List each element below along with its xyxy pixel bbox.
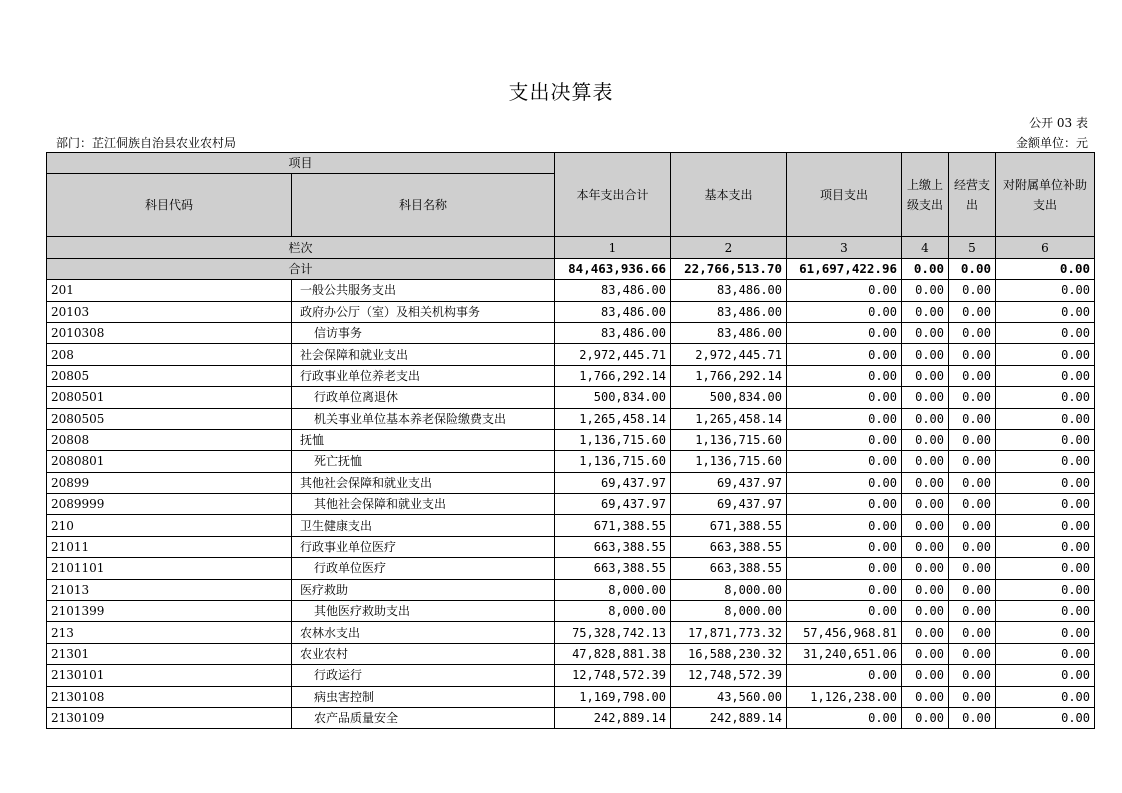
table-row: [47, 579, 1095, 600]
total-header: 本年支出合计: [555, 153, 671, 237]
business-cell: 0.00: [949, 472, 996, 493]
name-cell: 死亡抚恤: [292, 451, 555, 472]
project-cell: 0.00: [787, 451, 902, 472]
code-cell: 21013: [47, 579, 292, 600]
business-cell: 0.00: [949, 601, 996, 622]
basic-cell: 1,136,715.60: [671, 451, 787, 472]
project-cell: 0.00: [787, 429, 902, 450]
upper-cell: 0.00: [902, 601, 949, 622]
subsidy-cell: 0.00: [996, 558, 1095, 579]
upper-cell: 0.00: [902, 322, 949, 343]
code-cell: 21301: [47, 643, 292, 664]
basic-cell: 12,748,572.39: [671, 665, 787, 686]
name-cell: 信访事务: [292, 322, 555, 343]
name-cell: 农林水支出: [292, 622, 555, 643]
code-cell: 2130101: [47, 665, 292, 686]
table-row: [47, 280, 1095, 301]
column-number: 1: [555, 237, 671, 258]
column-number: 6: [996, 237, 1095, 258]
subsidy-cell: 0.00: [996, 387, 1095, 408]
project-cell: 0.00: [787, 558, 902, 579]
sum-project: 61,697,422.96: [787, 258, 902, 279]
subsidy-cell: 0.00: [996, 579, 1095, 600]
business-cell: 0.00: [949, 387, 996, 408]
form-number: 公开 03 表: [1029, 116, 1088, 130]
business-cell: 0.00: [949, 322, 996, 343]
name-cell: 行政单位医疗: [292, 558, 555, 579]
code-header: 科目代码: [47, 174, 292, 237]
business-cell: 0.00: [949, 429, 996, 450]
subsidy-cell: 0.00: [996, 322, 1095, 343]
basic-cell: 69,437.97: [671, 494, 787, 515]
upper-cell: 0.00: [902, 536, 949, 557]
total-cell: 83,486.00: [555, 322, 671, 343]
project-cell: 0.00: [787, 665, 902, 686]
business-cell: 0.00: [949, 686, 996, 707]
code-cell: 2130109: [47, 707, 292, 728]
project-header: 项目: [47, 153, 555, 174]
total-cell: 8,000.00: [555, 579, 671, 600]
code-cell: 213: [47, 622, 292, 643]
table-row: [47, 451, 1095, 472]
business-cell: 0.00: [949, 643, 996, 664]
name-cell: 其他社会保障和就业支出: [292, 472, 555, 493]
subsidy-cell: 0.00: [996, 515, 1095, 536]
name-cell: 行政事业单位医疗: [292, 536, 555, 557]
subsidy-cell: 0.00: [996, 494, 1095, 515]
total-cell: 2,972,445.71: [555, 344, 671, 365]
business-cell: 0.00: [949, 365, 996, 386]
business-cell: 0.00: [949, 280, 996, 301]
subsidy-cell: 0.00: [996, 536, 1095, 557]
code-cell: 2080801: [47, 451, 292, 472]
subsidy-cell: 0.00: [996, 601, 1095, 622]
code-cell: 20805: [47, 365, 292, 386]
subsidy-cell: 0.00: [996, 472, 1095, 493]
code-cell: 2080501: [47, 387, 292, 408]
name-cell: 农产品质量安全: [292, 707, 555, 728]
basic-cell: 242,889.14: [671, 707, 787, 728]
business-cell: 0.00: [949, 451, 996, 472]
project-cell: 0.00: [787, 408, 902, 429]
column-number: 3: [787, 237, 902, 258]
subsidy-cell: 0.00: [996, 643, 1095, 664]
basic-cell: 16,588,230.32: [671, 643, 787, 664]
table-row: [47, 344, 1095, 365]
code-cell: 2101101: [47, 558, 292, 579]
table-row: [47, 536, 1095, 557]
basic-cell: 663,388.55: [671, 536, 787, 557]
project-cell: 0.00: [787, 387, 902, 408]
name-cell: 农业农村: [292, 643, 555, 664]
name-cell: 其他社会保障和就业支出: [292, 494, 555, 515]
sum-upper: 0.00: [902, 258, 949, 279]
table-row: [47, 472, 1095, 493]
business-cell: 0.00: [949, 622, 996, 643]
basic-cell: 17,871,773.32: [671, 622, 787, 643]
business-cell: 0.00: [949, 515, 996, 536]
subsidy-cell: 0.00: [996, 707, 1095, 728]
name-header: 科目名称: [292, 174, 555, 237]
table-row: [47, 515, 1095, 536]
total-cell: 500,834.00: [555, 387, 671, 408]
basic-cell: 8,000.00: [671, 579, 787, 600]
subsidy-cell: 0.00: [996, 429, 1095, 450]
basic-cell: 83,486.00: [671, 301, 787, 322]
name-cell: 行政运行: [292, 665, 555, 686]
subsidy-cell: 0.00: [996, 665, 1095, 686]
project-expense-header: 项目支出: [787, 153, 902, 237]
sum-basic: 22,766,513.70: [671, 258, 787, 279]
code-cell: 20103: [47, 301, 292, 322]
sum-total: 84,463,936.66: [555, 258, 671, 279]
total-cell: 671,388.55: [555, 515, 671, 536]
business-cell: 0.00: [949, 558, 996, 579]
total-cell: 47,828,881.38: [555, 643, 671, 664]
upper-cell: 0.00: [902, 494, 949, 515]
subsidy-cell: 0.00: [996, 280, 1095, 301]
table-row: [47, 301, 1095, 322]
business-cell: 0.00: [949, 707, 996, 728]
upper-cell: 0.00: [902, 408, 949, 429]
business-header: 经营支出: [949, 153, 996, 237]
upper-cell: 0.00: [902, 387, 949, 408]
code-cell: 201: [47, 280, 292, 301]
table-row: [47, 558, 1095, 579]
project-cell: 0.00: [787, 322, 902, 343]
code-cell: 210: [47, 515, 292, 536]
subsidy-cell: 0.00: [996, 365, 1095, 386]
total-cell: 1,265,458.14: [555, 408, 671, 429]
business-cell: 0.00: [949, 665, 996, 686]
upper-cell: 0.00: [902, 280, 949, 301]
column-number: 4: [902, 237, 949, 258]
business-cell: 0.00: [949, 536, 996, 557]
business-cell: 0.00: [949, 344, 996, 365]
total-cell: 1,766,292.14: [555, 365, 671, 386]
table-row: [47, 322, 1095, 343]
sum-row: [47, 258, 1095, 279]
project-cell: 1,126,238.00: [787, 686, 902, 707]
name-cell: 行政单位离退休: [292, 387, 555, 408]
total-cell: 12,748,572.39: [555, 665, 671, 686]
upper-cell: 0.00: [902, 451, 949, 472]
project-cell: 0.00: [787, 601, 902, 622]
upper-cell: 0.00: [902, 707, 949, 728]
basic-cell: 1,766,292.14: [671, 365, 787, 386]
project-cell: 0.00: [787, 365, 902, 386]
code-cell: 21011: [47, 536, 292, 557]
project-cell: 57,456,968.81: [787, 622, 902, 643]
basic-cell: 1,136,715.60: [671, 429, 787, 450]
total-cell: 8,000.00: [555, 601, 671, 622]
table-row: [47, 429, 1095, 450]
name-cell: 社会保障和就业支出: [292, 344, 555, 365]
upper-cell: 0.00: [902, 515, 949, 536]
upper-cell: 0.00: [902, 643, 949, 664]
code-cell: 20808: [47, 429, 292, 450]
table-row: [47, 643, 1095, 664]
basic-cell: 83,486.00: [671, 280, 787, 301]
table-row: [47, 408, 1095, 429]
table-row: [47, 686, 1095, 707]
project-cell: 0.00: [787, 515, 902, 536]
code-cell: 20899: [47, 472, 292, 493]
amount-unit-label: 金额单位：元: [1015, 136, 1088, 150]
basic-cell: 83,486.00: [671, 322, 787, 343]
name-cell: 其他医疗救助支出: [292, 601, 555, 622]
subsidy-cell: 0.00: [996, 301, 1095, 322]
table-row: [47, 622, 1095, 643]
table-row: [47, 494, 1095, 515]
subsidy-cell: 0.00: [996, 451, 1095, 472]
code-cell: 2130108: [47, 686, 292, 707]
code-cell: 2101399: [47, 601, 292, 622]
code-cell: 2010308: [47, 322, 292, 343]
upper-cell: 0.00: [902, 558, 949, 579]
name-cell: 抚恤: [292, 429, 555, 450]
code-cell: 2080505: [47, 408, 292, 429]
total-cell: 663,388.55: [555, 536, 671, 557]
subsidy-header: 对附属单位补助支出: [996, 153, 1095, 237]
project-cell: 0.00: [787, 579, 902, 600]
table-row: [47, 665, 1095, 686]
upper-header: 上缴上级支出: [902, 153, 949, 237]
upper-cell: 0.00: [902, 344, 949, 365]
upper-cell: 0.00: [902, 579, 949, 600]
project-cell: 0.00: [787, 344, 902, 365]
total-cell: 1,169,798.00: [555, 686, 671, 707]
subsidy-cell: 0.00: [996, 686, 1095, 707]
name-cell: 医疗救助: [292, 579, 555, 600]
basic-cell: 2,972,445.71: [671, 344, 787, 365]
sum-subsidy: 0.00: [996, 258, 1095, 279]
department-label: 部门：芷江侗族自治县农业农村局: [56, 136, 237, 150]
column-number-row: [47, 237, 1095, 258]
name-cell: 病虫害控制: [292, 686, 555, 707]
name-cell: 行政事业单位养老支出: [292, 365, 555, 386]
basic-cell: 43,560.00: [671, 686, 787, 707]
column-number-label: 栏次: [47, 237, 555, 258]
name-cell: 一般公共服务支出: [292, 280, 555, 301]
total-cell: 1,136,715.60: [555, 451, 671, 472]
project-cell: 0.00: [787, 280, 902, 301]
total-cell: 242,889.14: [555, 707, 671, 728]
total-cell: 69,437.97: [555, 472, 671, 493]
header-row-top: [47, 153, 1095, 174]
basic-header: 基本支出: [671, 153, 787, 237]
subsidy-cell: 0.00: [996, 622, 1095, 643]
total-cell: 83,486.00: [555, 280, 671, 301]
basic-cell: 69,437.97: [671, 472, 787, 493]
basic-cell: 8,000.00: [671, 601, 787, 622]
upper-cell: 0.00: [902, 472, 949, 493]
project-cell: 0.00: [787, 301, 902, 322]
table-row: [47, 601, 1095, 622]
project-cell: 31,240,651.06: [787, 643, 902, 664]
total-cell: 83,486.00: [555, 301, 671, 322]
business-cell: 0.00: [949, 408, 996, 429]
name-cell: 卫生健康支出: [292, 515, 555, 536]
table-row: [47, 365, 1095, 386]
basic-cell: 1,265,458.14: [671, 408, 787, 429]
code-cell: 2089999: [47, 494, 292, 515]
project-cell: 0.00: [787, 494, 902, 515]
total-cell: 663,388.55: [555, 558, 671, 579]
report-title: 支出决算表: [508, 80, 614, 104]
business-cell: 0.00: [949, 301, 996, 322]
subsidy-cell: 0.00: [996, 408, 1095, 429]
basic-cell: 663,388.55: [671, 558, 787, 579]
expenditure-table: [46, 152, 1095, 729]
business-cell: 0.00: [949, 494, 996, 515]
upper-cell: 0.00: [902, 301, 949, 322]
column-number: 2: [671, 237, 787, 258]
upper-cell: 0.00: [902, 665, 949, 686]
name-cell: 政府办公厅（室）及相关机构事务: [292, 301, 555, 322]
project-cell: 0.00: [787, 472, 902, 493]
business-cell: 0.00: [949, 579, 996, 600]
upper-cell: 0.00: [902, 622, 949, 643]
basic-cell: 500,834.00: [671, 387, 787, 408]
column-number: 5: [949, 237, 996, 258]
table-row: [47, 707, 1095, 728]
name-cell: 机关事业单位基本养老保险缴费支出: [292, 408, 555, 429]
code-cell: 208: [47, 344, 292, 365]
subsidy-cell: 0.00: [996, 344, 1095, 365]
upper-cell: 0.00: [902, 429, 949, 450]
total-cell: 69,437.97: [555, 494, 671, 515]
total-cell: 75,328,742.13: [555, 622, 671, 643]
project-cell: 0.00: [787, 707, 902, 728]
upper-cell: 0.00: [902, 365, 949, 386]
project-cell: 0.00: [787, 536, 902, 557]
basic-cell: 671,388.55: [671, 515, 787, 536]
sum-label: 合计: [47, 258, 555, 279]
sum-business: 0.00: [949, 258, 996, 279]
table-row: [47, 387, 1095, 408]
total-cell: 1,136,715.60: [555, 429, 671, 450]
upper-cell: 0.00: [902, 686, 949, 707]
